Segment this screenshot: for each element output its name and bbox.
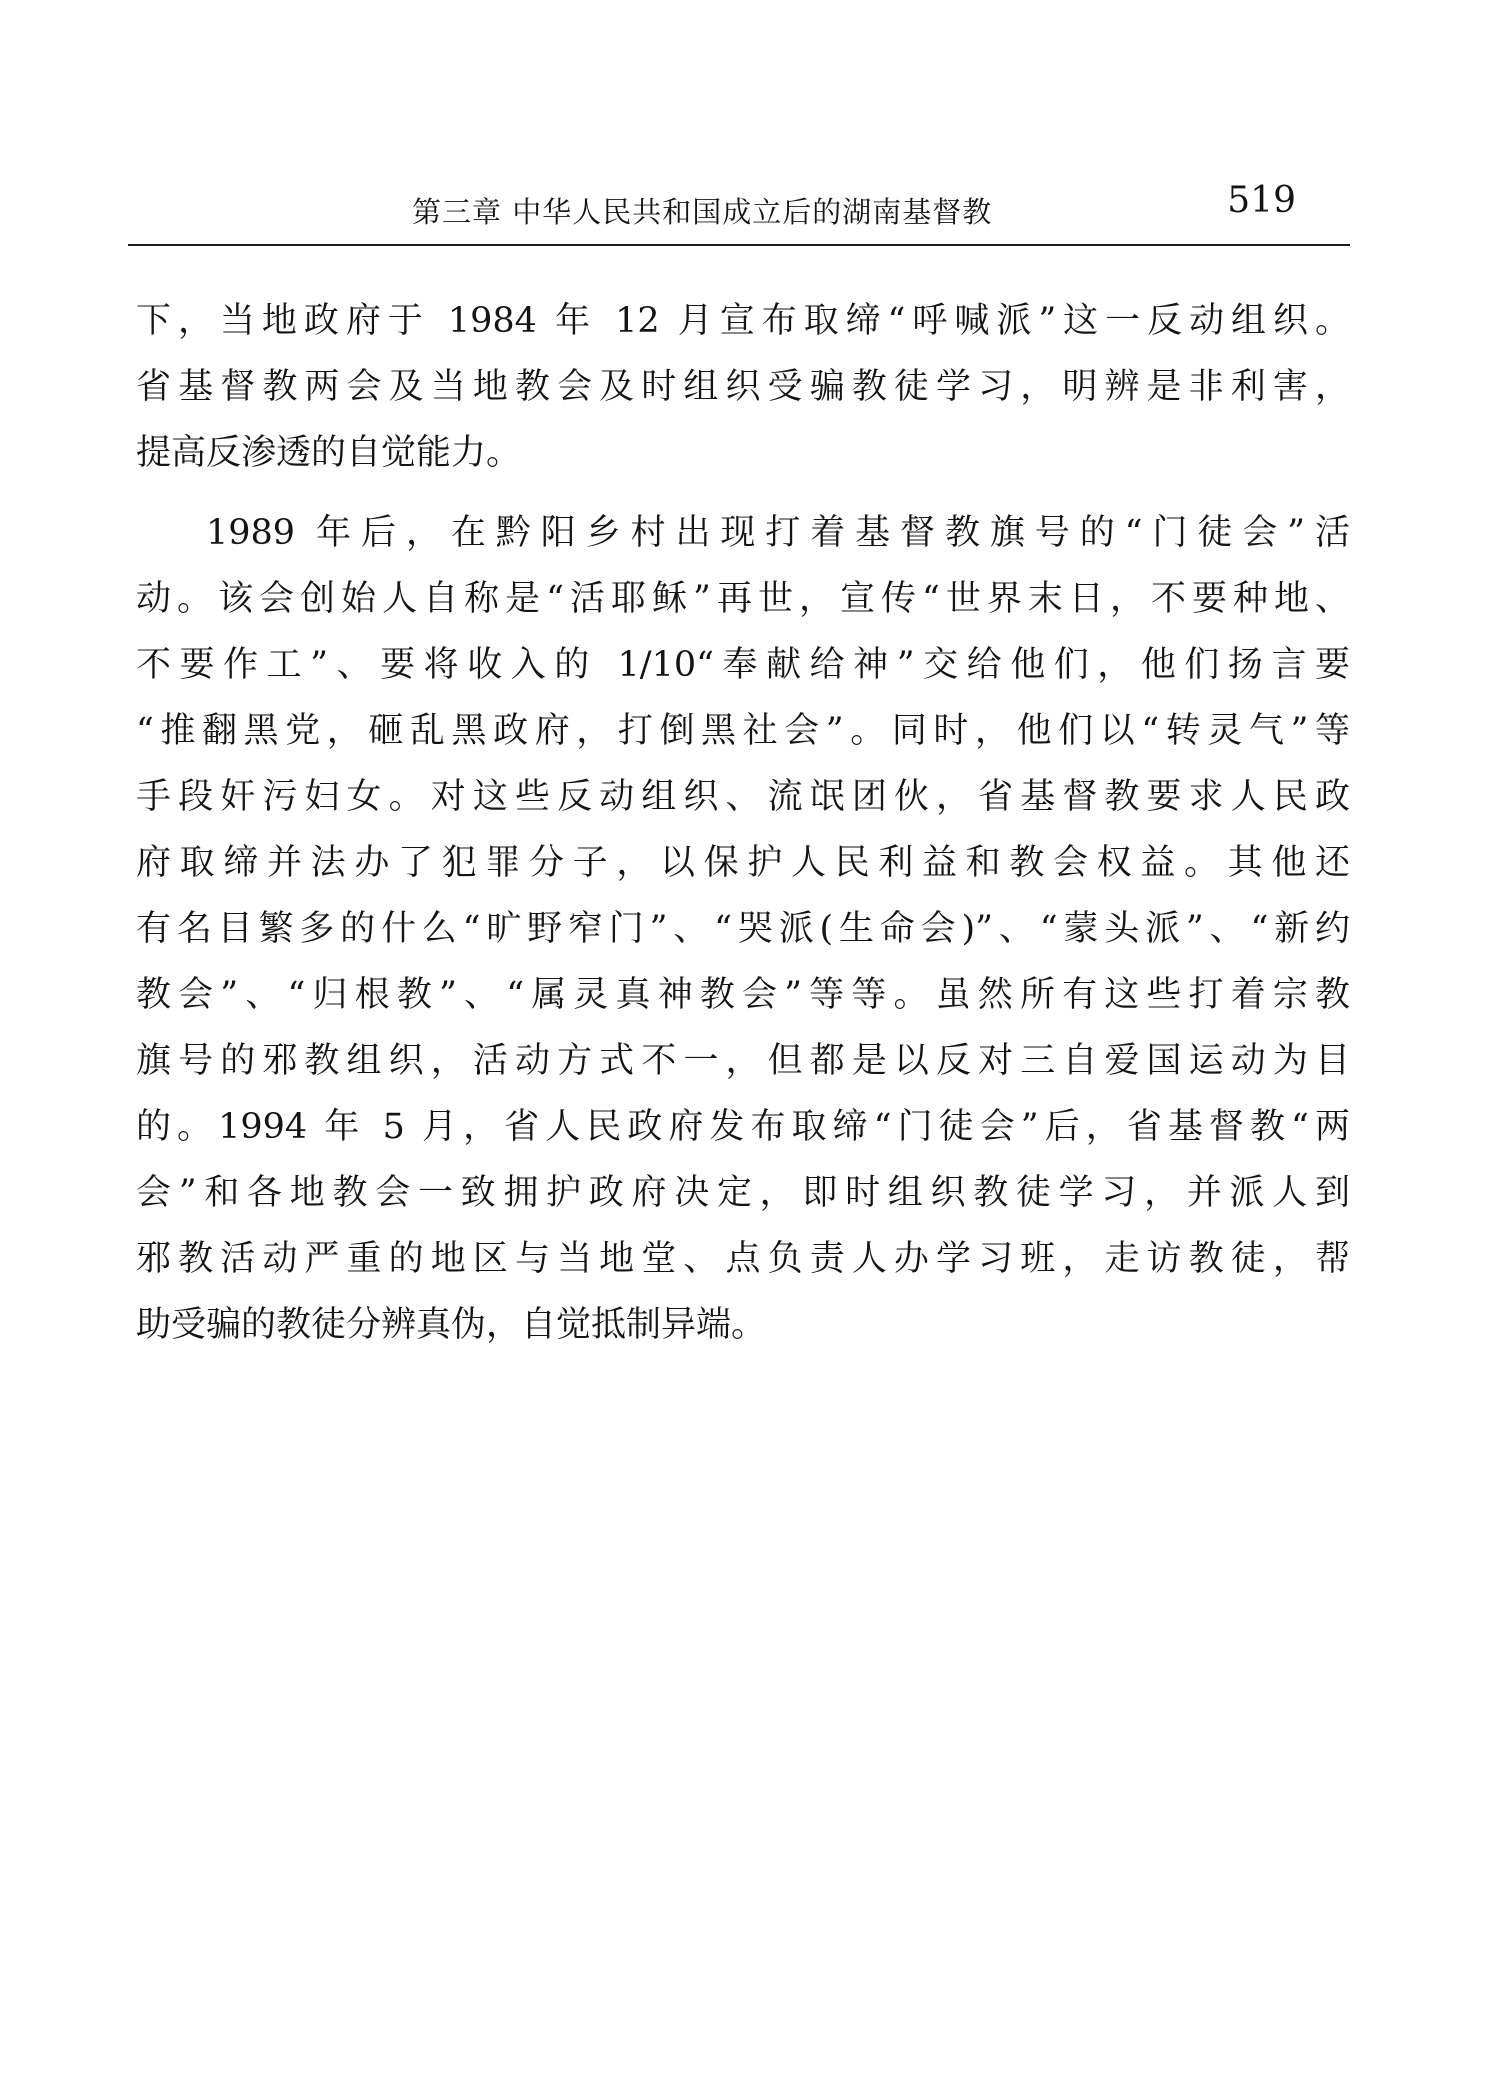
text-line: 有名目繁多的什么“旷野窄门”、“哭派(生命会)”、“蒙头派”、“新约 [136,909,1350,949]
text-line: 下，当地政府于 1984 年 12 月宣布取缔“呼喊派”这一反动组织。 [136,301,1350,341]
text-line: 1989 年后，在黔阳乡村出现打着基督教旗号的“门徒会”活 [206,513,1350,553]
text-line: 邪教活动严重的地区与当地堂、点负责人办学习班，走访教徒，帮 [136,1239,1350,1279]
text-line: 提高反渗透的自觉能力。 [136,433,522,473]
body-text [136,288,1350,1358]
text-line: 府取缔并法办了犯罪分子，以保护人民利益和教会权益。其他还 [136,843,1350,883]
running-title: 第三章 中华人民共和国成立后的湖南基督教 [412,195,993,229]
text-line: 的。1994 年 5 月，省人民政府发布取缔“门徒会”后，省基督教“两 [136,1107,1350,1147]
paragraph-2 [136,500,1350,1358]
text-line: 手段奸污妇女。对这些反动组织、流氓团伙，省基督教要求人民政 [136,777,1350,817]
page-header [128,180,1350,246]
text-line: 教会”、“归根教”、“属灵真神教会”等等。虽然所有这些打着宗教 [136,975,1350,1015]
paragraph-1 [136,288,1350,486]
text-line: 不要作工”、要将收入的 1/10“奉献给神”交给他们，他们扬言要 [136,645,1350,685]
text-line: 会”和各地教会一致拥护政府决定，即时组织教徒学习，并派人到 [136,1173,1350,1213]
text-line: 助受骗的教徒分辨真伪，自觉抵制异端。 [136,1305,767,1345]
text-line: 旗号的邪教组织，活动方式不一，但都是以反对三自爱国运动为目 [136,1041,1350,1081]
text-line: “推翻黑党，砸乱黑政府，打倒黑社会”。同时，他们以“转灵气”等 [136,711,1350,751]
text-line: 动。该会创始人自称是“活耶稣”再世，宣传“世界末日，不要种地、 [136,579,1350,619]
page-number: 519 [1227,180,1296,221]
text-line: 省基督教两会及当地教会及时组织受骗教徒学习，明辨是非利害， [136,367,1350,407]
